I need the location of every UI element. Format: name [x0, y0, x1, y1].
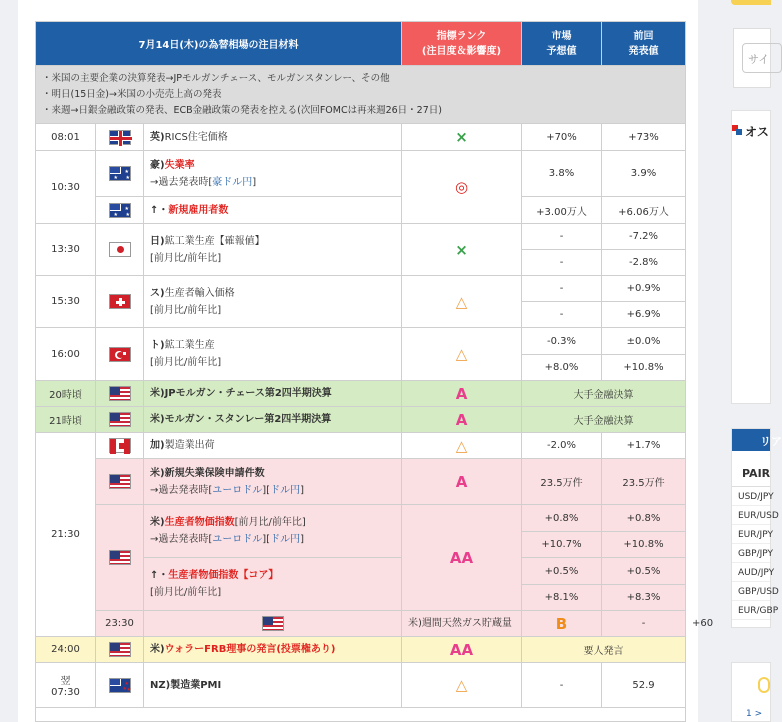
- realtime-rate-widget: [731, 428, 782, 628]
- canada-flag-icon: [109, 438, 131, 453]
- previous-cell: +0.8%: [602, 505, 686, 532]
- time-cell: 13:30: [36, 224, 96, 276]
- flag-cell: [96, 459, 144, 505]
- triangle-rank-icon: △: [455, 676, 468, 694]
- summary-line: ・来週→日銀金融政策の発表、ECB金融政策の発表を控える(次回FOMCは再来週26日・27日): [42, 104, 442, 116]
- note-cell: 大手金融決算: [522, 381, 686, 407]
- table-row: [36, 381, 686, 407]
- event-cell: 加)製造業出荷: [144, 433, 402, 459]
- table-row: [36, 151, 686, 197]
- table-header-row: [36, 22, 686, 66]
- table-row: [36, 433, 686, 459]
- eurusd-link[interactable]: ユーロドル: [212, 484, 263, 496]
- forecast-cell: -: [522, 663, 602, 708]
- bullet-icon: [736, 129, 742, 135]
- forecast-cell: +0.5%: [522, 558, 602, 585]
- forecast-cell: 23.5万件: [522, 459, 602, 505]
- summary-line: ・明日(15日金)→米国の小売売上高の発表: [42, 88, 222, 100]
- sidebar-widget: [731, 110, 771, 404]
- widget-link[interactable]: 1 >: [746, 709, 763, 719]
- main-content: [18, 0, 714, 722]
- event-cell: 米)ウォラーFRB理事の発言(投票権あり): [144, 637, 402, 663]
- search-input[interactable]: サイ: [742, 43, 782, 73]
- previous-header: 前回 発表値: [602, 22, 686, 66]
- rank-cell: [402, 505, 522, 611]
- rank-header: 指標ランク (注目度＆影響度): [402, 22, 522, 66]
- rank-cell: [522, 611, 602, 637]
- time-cell: 16:00: [36, 328, 96, 381]
- event-cell: 豪)失業率 →過去発表時[豪ドル円]: [144, 151, 402, 197]
- forecast-cell: -: [522, 250, 602, 276]
- forecast-cell: +10.7%: [522, 532, 602, 558]
- rank-cell: [402, 663, 522, 708]
- rank-cell: [402, 224, 522, 276]
- table-footer-cell: [36, 708, 686, 722]
- table-row: [36, 197, 686, 224]
- us-flag-icon: [262, 616, 284, 631]
- note-cell: 要人発言: [522, 637, 686, 663]
- flag-cell: [96, 124, 144, 151]
- table-title: 7月14日(木)の為替相場の注目材料: [36, 22, 402, 66]
- event-cell: 米)週間天然ガス貯蔵量: [402, 611, 522, 637]
- event-cell: ↑・新規雇用者数: [144, 197, 402, 224]
- time-cell: 21:30: [36, 433, 96, 637]
- event-cell: 米)JPモルガン・チェース第2四半期決算: [144, 381, 402, 407]
- triangle-rank-icon: △: [455, 292, 468, 311]
- rate-widget-header: リア: [732, 429, 770, 451]
- rate-row[interactable]: EUR/JPY: [732, 525, 770, 544]
- previous-cell: +1.7%: [602, 433, 686, 459]
- previous-cell: +8.3%: [602, 585, 686, 611]
- previous-cell: +0.9%: [602, 276, 686, 302]
- us-flag-icon: [109, 474, 131, 489]
- time-cell: 08:01: [36, 124, 96, 151]
- rank-cell: [402, 276, 522, 328]
- previous-cell: +6.9%: [602, 302, 686, 328]
- forecast-cell: -: [522, 302, 602, 328]
- us-flag-icon: [109, 642, 131, 657]
- flag-cell: [96, 505, 144, 611]
- event-cell: ↑・生産者物価指数【コア】 [前月比/前年比]: [144, 558, 402, 611]
- flag-cell: [96, 328, 144, 381]
- event-cell: 米)生産者物価指数[前月比/前年比] →過去発表時[ユーロドル][ドル円]: [144, 505, 402, 558]
- previous-cell: +10.8%: [602, 532, 686, 558]
- event-cell: ス)生産者輸入価格 [前月比/前年比]: [144, 276, 402, 328]
- table-row: [36, 663, 686, 708]
- event-cell: ト)鉱工業生産 [前月比/前年比]: [144, 328, 402, 381]
- time-cell: 23:30: [96, 611, 144, 637]
- forecast-cell: +8.1%: [522, 585, 602, 611]
- rank-a-badge: A: [455, 410, 468, 429]
- previous-cell: +6.06万人: [602, 197, 686, 224]
- table-row: [36, 637, 686, 663]
- previous-cell: +10.8%: [602, 355, 686, 381]
- event-cell: NZ)製造業PMI: [144, 663, 402, 708]
- forecast-cell: -: [602, 611, 686, 637]
- previous-cell: ±0.0%: [602, 328, 686, 355]
- rank-cell: [402, 328, 522, 381]
- uk-flag-icon: [109, 130, 131, 145]
- time-cell: 10:30: [36, 151, 96, 224]
- forecast-cell: 3.8%: [522, 151, 602, 197]
- table-row: 23:30 米)週間天然ガス貯蔵量 B - +60: [36, 611, 686, 637]
- cross-rank-icon: ×: [455, 240, 468, 259]
- event-cell: 英)RICS住宅価格: [144, 124, 402, 151]
- forecast-cell: -: [522, 276, 602, 302]
- sidebar-top-accent: [731, 0, 771, 5]
- rank-a-badge: A: [455, 472, 468, 491]
- summary-cell: [36, 66, 686, 124]
- time-cell: 翌 07:30: [36, 663, 96, 708]
- rank-b-badge: B: [555, 614, 568, 633]
- flag-cell: [96, 381, 144, 407]
- time-cell: 20時頃: [36, 381, 96, 407]
- table-row: [36, 459, 686, 505]
- flag-cell: [96, 407, 144, 433]
- time-cell: 21時頃: [36, 407, 96, 433]
- flag-cell: [96, 151, 144, 197]
- pair-column-header: PAIR: [732, 451, 770, 487]
- new-zealand-flag-icon: ★ ★ ★: [109, 678, 131, 693]
- time-cell: 24:00: [36, 637, 96, 663]
- us-flag-icon: [109, 550, 131, 565]
- previous-cell: 3.9%: [602, 151, 686, 197]
- rate-row[interactable]: EUR/USD: [732, 506, 770, 525]
- sidebar: [728, 0, 782, 722]
- table-row: [36, 276, 686, 302]
- flag-cell: [96, 637, 144, 663]
- rank-cell: [402, 433, 522, 459]
- us-flag-icon: [109, 386, 131, 401]
- search-widget: [733, 28, 771, 88]
- previous-cell: -2.8%: [602, 250, 686, 276]
- forecast-cell: -: [522, 224, 602, 250]
- sidebar-widget-bottom: [731, 662, 771, 722]
- rate-row[interactable]: EUR/GBP: [732, 601, 770, 620]
- cross-rank-icon: ×: [455, 128, 468, 146]
- forecast-cell: -2.0%: [522, 433, 602, 459]
- usdjpy-link[interactable]: ドル円: [270, 534, 301, 545]
- flag-cell: [144, 611, 402, 637]
- rank-cell: [402, 151, 522, 224]
- flag-cell: [96, 197, 144, 224]
- rank-cell: [402, 407, 522, 433]
- event-cell: 米)モルガン・スタンレー第2四半期決算: [144, 407, 402, 433]
- flag-cell: [96, 433, 144, 459]
- flag-cell: [96, 663, 144, 708]
- triangle-rank-icon: △: [455, 436, 468, 455]
- us-flag-icon: [109, 412, 131, 427]
- previous-cell: 52.9: [602, 663, 686, 708]
- flag-cell: [96, 224, 144, 276]
- table-row: [36, 328, 686, 355]
- event-cell: 日)鉱工業生産【確報値】 [前月比/前年比]: [144, 224, 402, 276]
- table-row: [36, 505, 686, 532]
- forecast-header: 市場 予想値: [522, 22, 602, 66]
- rate-row[interactable]: AUD/JPY: [732, 563, 770, 582]
- rank-a-badge: A: [455, 384, 468, 403]
- table-row: [36, 708, 686, 722]
- previous-cell: +73%: [602, 124, 686, 151]
- turkey-flag-icon: [109, 347, 131, 362]
- forecast-cell: -0.3%: [522, 328, 602, 355]
- rate-row[interactable]: GBP/JPY: [732, 544, 770, 563]
- rank-aa-badge: AA: [449, 548, 474, 567]
- japan-flag-icon: [109, 242, 131, 257]
- previous-cell: -7.2%: [602, 224, 686, 250]
- forecast-cell: +8.0%: [522, 355, 602, 381]
- note-cell: 大手金融決算: [522, 407, 686, 433]
- chart-icon: [758, 677, 770, 693]
- summary-line: ・米国の主要企業の決算発表→JPモルガンチェース、モルガンスタンレー、その他: [42, 72, 390, 84]
- table-row: [36, 407, 686, 433]
- flag-cell: [96, 276, 144, 328]
- rate-row[interactable]: USD/JPY: [732, 487, 770, 506]
- economic-calendar-table: [35, 21, 714, 722]
- summary-row: [36, 66, 686, 124]
- table-row: [36, 224, 686, 250]
- australia-flag-icon: ★ ★ ★: [109, 203, 131, 218]
- event-cell: 米)新規失業保険申請件数 →過去発表時[ユーロドル][ドル円]: [144, 459, 402, 505]
- australia-flag-icon: ★ ★ ★: [109, 166, 131, 181]
- rank-aa-badge: AA: [449, 640, 474, 659]
- eurusd-link[interactable]: ユーロドル: [212, 534, 263, 545]
- rate-row[interactable]: GBP/USD: [732, 582, 770, 601]
- widget-title: オス: [745, 125, 769, 139]
- rank-cell: [402, 381, 522, 407]
- rank-cell: [402, 459, 522, 505]
- double-circle-rank-icon: ◎: [454, 178, 469, 196]
- time-cell: 15:30: [36, 276, 96, 328]
- audjpy-link[interactable]: 豪ドル円: [212, 176, 253, 188]
- forecast-cell: +3.00万人: [522, 197, 602, 224]
- usdjpy-link[interactable]: ドル円: [270, 484, 301, 496]
- previous-cell: 23.5万件: [602, 459, 686, 505]
- triangle-rank-icon: △: [455, 345, 468, 363]
- rank-cell: [402, 637, 522, 663]
- switzerland-flag-icon: [109, 294, 131, 309]
- rank-cell: [402, 124, 522, 151]
- previous-cell: +0.5%: [602, 558, 686, 585]
- table-row: [36, 124, 686, 151]
- forecast-cell: +70%: [522, 124, 602, 151]
- forecast-cell: +0.8%: [522, 505, 602, 532]
